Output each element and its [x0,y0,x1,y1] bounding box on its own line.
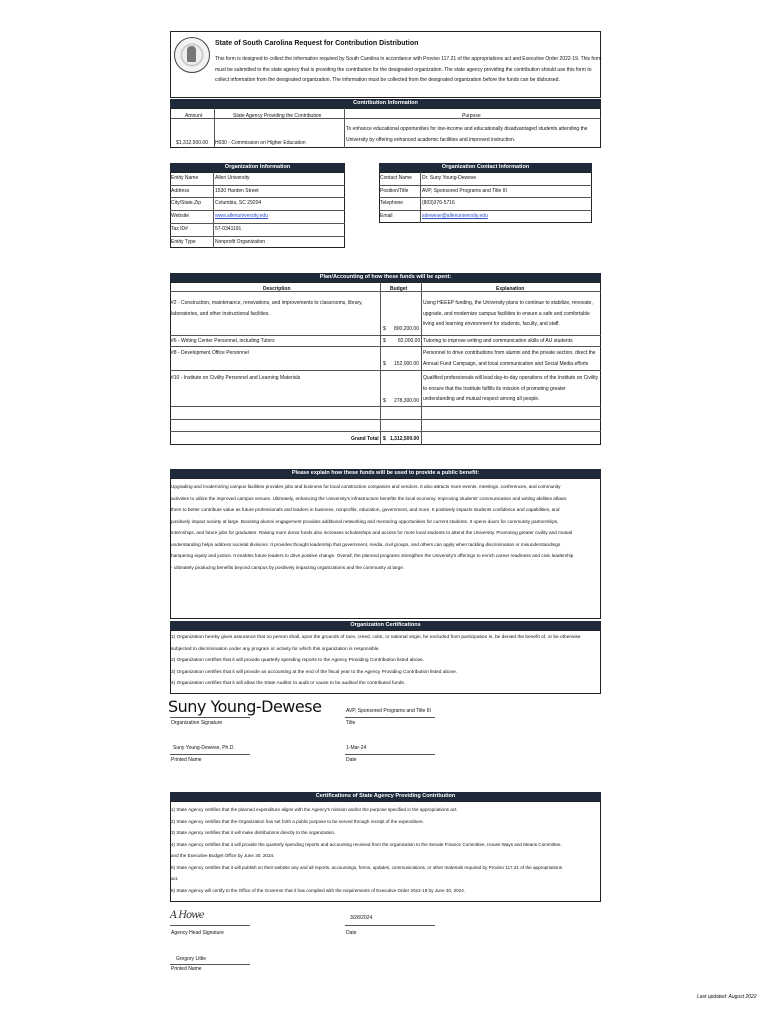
contribution-purpose: To enhance educational opportunities for low-income and educationally disadvantaged students attending the University by offering enhanced academic facilities and improved instruction. [346,126,588,143]
org-date-label: Date [346,757,357,763]
org-contact-label: Position/Title [380,187,409,194]
plan-row-2-budget: 82,000.00 [398,338,421,344]
org-info-label: Website [171,213,189,220]
org-contact-value[interactable]: sdewese@allenuniversity.edu [422,213,488,220]
org-cert-header: Organization Certifications [170,621,601,630]
org-date-value: 1-Mar-24 [346,745,367,751]
org-title-value: AVP, Sponsored Programs and Title III [346,708,431,714]
org-info-value: Allen University [215,175,250,181]
org-info-value: 1530 Harden Street [215,187,259,194]
org-contact-value: AVP, Sponsored Programs and Title III [422,187,507,194]
last-updated: Last updated: August 2022 [697,994,757,1000]
org-info-label: Address [171,187,190,194]
plan-row-1-budget: 800,200.00 [394,326,420,332]
org-contact-value: (803)376-5716 [422,200,455,207]
organization-signature: Suny Young-Dewese [168,697,322,716]
org-info-label: City/State,Zip [171,200,202,207]
agency-date-value: 3/28/2024 [350,915,373,921]
org-contact-value: Dr. Suny Young-Dewese [422,175,477,181]
col-amount: Amount [185,113,203,119]
intro-text: This form is designed to collect the information required by South Carolina in accordance with Proviso 117.21 of the appropriations act and Executive Order 2022-19. This form must be submitted to the state agency that is providing the contribution for the designated organization. The state agency providing the contribution should use this form to collect information from the designated organization. The information must be collected from the designated organization before the funds can be disbursed. [215,56,602,83]
org-contact-label: Email [380,213,393,220]
agency-date-label: Date [346,930,357,936]
plan-row-2-desc: #6 - Writing Center Personnel, including Tutors [171,338,275,344]
col-description: Description [263,286,291,292]
org-title-label: Title [346,720,356,726]
org-info-header: Organization Information [170,163,345,172]
agency-cert-text: 1) State Agency certifies that the planned expenditure aligns with the Agency's mission and/or the purpose specified in the appropriations act. 2) State Agency certifies that the Organization has set forth a public purpose to be served through receipt of the expenditure. 3) State Agency certifies that it will make distributions directly to the organization. 4) State Agency certifies that it will provide the quarterly spending reports and accounting received from the organization to the Senate Finance Committee, House Ways and Means Committee, and the Executive Budget Office by June 30, 2024. 5) State Agency certifies that it will publish on their website any and all reports, accountings, forms, updates, communications, or other materials required by Proviso 117.21 of the appropriations act. 6) State Agency will certify to the Office of the Governor that it has complied with the requirements of Executive Order 2022-19 by June 30, 2024. [171,807,563,893]
agency-printed-name: Gregory Little [176,956,207,962]
plan-row-3-expl: Personnel to drive contributions from alumni and the private section, direct the Annual Fund Campaign, and local communication and Social Media efforts [423,350,596,367]
org-info-label: Entity Type [171,238,196,245]
org-info-value: Columbia, SC 29204 [215,200,262,207]
org-info-value[interactable]: www.allenuniversity.edu [215,213,268,220]
org-contact-header: Organization Contact Information [379,163,592,172]
plan-row-4-budget: 278,300.00 [394,398,420,404]
org-info-label: Entity Name [171,175,199,181]
col-agency: State Agency Providing the Contribution [233,113,322,119]
plan-row-4-desc: #10 - Institute on Civility Personnel and Learning Materials [171,375,301,381]
form-title: State of South Carolina Request for Contribution Distribution [215,40,419,47]
plan-row-3-budget: 152,000.00 [394,361,420,367]
state-seal-icon [174,37,210,73]
grand-total-label: Grand Total [351,436,379,442]
plan-header: Plan/Accounting of how these funds will be spent: [170,273,601,282]
org-signature-label: Organization Signature [171,720,223,726]
benefit-text: Upgrading and modernizing campus facilities provides jobs and business for local construction companies and vendors. It also attracts more events, meetings, conferences, and community activities to utilize the improved campus venues. Ultimately, enhancing the University's infrastructure benefits the local economy. Improving students' communication and writing abilities allows them to better contribute value as future professionals and leaders in business, nonprofits, education, government, and more. It positively impacts students confidence and capabilities, and positively impact society at large. Boosting alumni engagement provides additional networking and mentoring opportunities for current students. It opens doors for community partnerships, internships, and future jobs for graduates. Raising more donor funds also increases scholarships and access for more local students to attend the University. Promoting greater civility and mutual understanding helps address societal divisions. It provides thought leadership that government, media, civil groups, and others can apply when tackling discrimination or misunderstandings hampering equity and justice. It enables future leaders to drive positive change. Overall, the planned programs strengthen the University's offerings to enrich career readiness and civic leadership - ultimately producing benefits beyond campus by positively impacting organizations and the community at large. [171,484,574,570]
contribution-header: Contribution Information [170,99,601,108]
plan-row-3-desc: #8 - Development Office Personnel [171,350,249,356]
col-purpose: Purpose [462,113,481,119]
benefit-header: Please explain how these funds will be used to provide a public benefit: [170,469,601,478]
plan-row-1-desc: #2 - Construction, maintenance, renovations, and improvements to classrooms, library, laboratories, and other instructional facilities. [171,300,363,317]
grand-total-value: 1,312,500.00 [390,436,420,442]
org-contact-label: Telephone [380,200,404,207]
plan-row-4-expl: Qualified professionals will lead day-to-day operations of the Institute on Civility to ensure that the Institute fulfills its mission of promoting greater understanding and mutual respect among all people. [423,375,599,402]
org-printed-label: Printed Name [171,757,202,763]
contribution-agency: H030 - Commission on Higher Education [215,140,306,146]
org-contact-label: Contact Name [380,175,412,181]
contribution-amount: $1,312,500.00 [176,140,208,146]
agency-signature-label: Agency Head Signature [171,930,224,936]
org-info-value: Nonprofit Organization [215,238,266,245]
agency-printed-label: Printed Name [171,966,202,972]
org-info-value: 57-0341191 [215,225,242,232]
agency-signature: A Howe [170,910,204,921]
org-printed-name: Suny Young-Dewese, Ph.D. [173,745,235,751]
org-info-label: Tax ID# [171,225,188,232]
plan-row-1-expl: Using HEEEP funding, the University plans to continue to stabilize, renovate, upgrade, and modernize campus facilities to ensure a safe and comfortable living and learning environment for students, faculty, and staff. [423,300,593,327]
org-cert-text: 1) Organization hereby gives assurance that no person shall, upon the grounds of race, creed, color, or national origin, be excluded from participation in, be denied the benefit of, or be otherwise subjected to discrimination under any program or activity for which this organization is responsible. 2) Organization certifies that it will provide quarterly spending reports to the Agency Providing Contribution listed above. 3) Organization certifies that it will provide an accounting at the end of the fiscal year to the Agency Providing Contribution listed above. 4) Organization certifies that it will allow the State Auditor to audit or cause to be audited the contributed funds. [171,635,581,686]
plan-row-2-expl: Tutoring to improve writing and communication skills of AU students [423,338,573,344]
col-budget: Budget [390,286,408,292]
agency-cert-header: Certifications of State Agency Providing Contribution [170,792,601,801]
col-explanation: Explanation [496,286,525,292]
